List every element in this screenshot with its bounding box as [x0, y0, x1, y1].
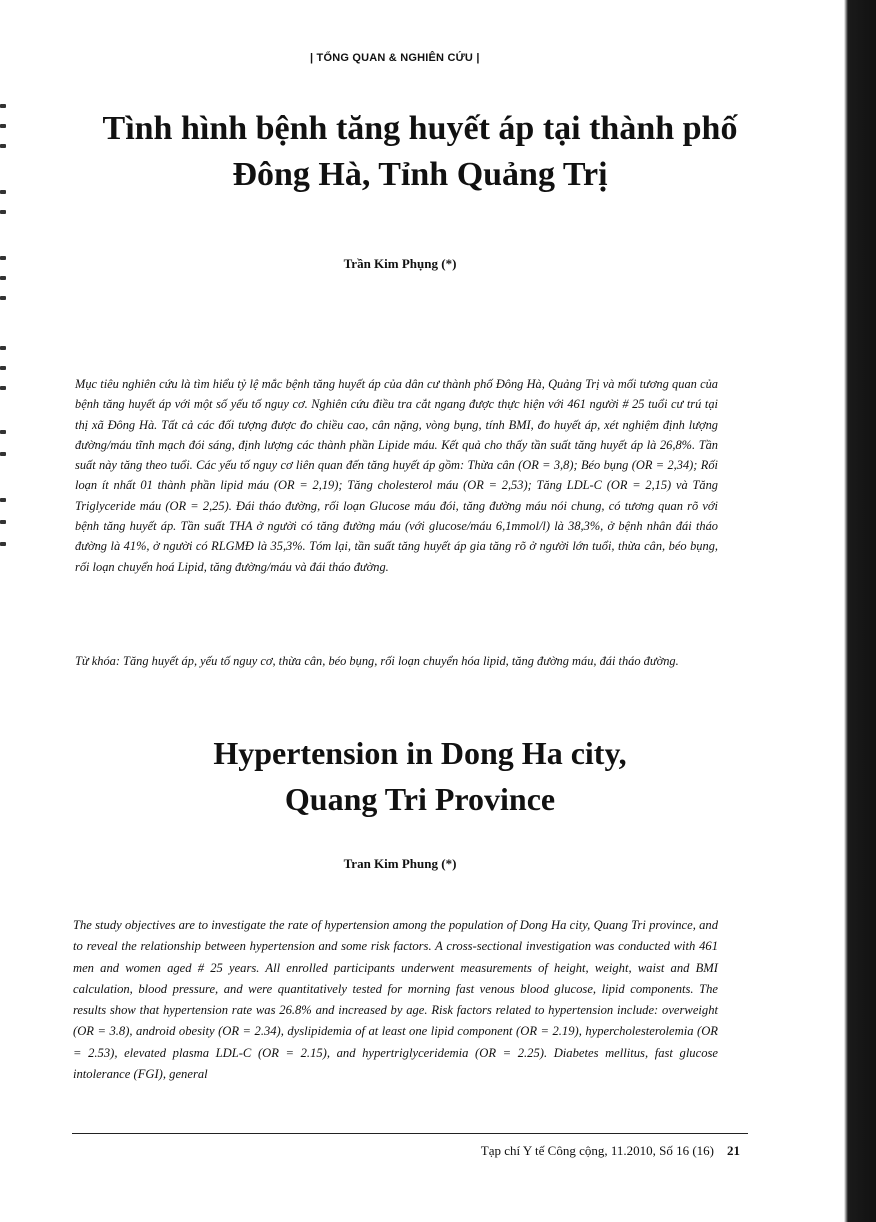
vietnamese-title-line-2: Đông Hà, Tỉnh Quảng Trị	[232, 156, 608, 193]
english-title-line-1: Hypertension in Dong Ha city,	[213, 735, 627, 771]
page-number: 21	[727, 1143, 740, 1158]
english-title-line-2: Quang Tri Province	[284, 781, 556, 817]
section-tag: | TỔNG QUAN & NGHIÊN CỨU |	[310, 52, 480, 64]
english-author: Tran Kim Phung (*)	[343, 856, 457, 871]
journal-citation: Tạp chí Y tế Công cộng, 11.2010, Số 16 (16)	[480, 1143, 714, 1158]
vietnamese-author: Trần Kim Phụng (*)	[343, 256, 457, 271]
left-margin-marks	[0, 90, 14, 1190]
vietnamese-keywords: Từ khóa: Tăng huyết áp, yếu tố nguy cơ, thừa cân, béo bụng, rối loạn chuyển hóa lipid, tăng đường máu, đái tháo đường.	[75, 654, 679, 668]
footer-divider	[72, 1133, 748, 1134]
vietnamese-title-line-1: Tình hình bệnh tăng huyết áp tại thành phố	[102, 110, 738, 147]
vietnamese-title	[60, 106, 780, 198]
english-abstract: The study objectives are to investigate the rate of hypertension among the population of Dong Ha city, Quang Tri province, and to reveal the relationship between hypertension and some risk factors. A cross-sectional investigation was conducted with 461 men and women aged # 25 years. All enrolled participants underwent measurements of height, weight, waist and BMI calculation, blood pressure, and were quantitatively tested for morning fast venous blood glucose, lipid components. The results show that hypertension rate was 26.8% and increased by age. Risk factors related to hypertension include: overweight (OR = 3.8), android obesity (OR = 2.34), dyslipidemia of at least one lipid component (OR = 2.19), hypercholesterolemia (OR = 2.53), elevated plasma LDL-C (OR = 2.15), and hypertriglyceridemia (OR = 2.25). Diabetes mellitus, fast glucose intolerance (FGI), general	[73, 918, 718, 1082]
english-title	[60, 730, 780, 822]
footer	[400, 1143, 740, 1159]
vietnamese-abstract: Mục tiêu nghiên cứu là tìm hiểu tỷ lệ mắc bệnh tăng huyết áp của dân cư thành phố Đông Hà, Quảng Trị và mối tương quan của bệnh tăng huyết áp với một số yếu tố nguy cơ. Nghiên cứu điều tra cắt ngang được thực hiện với 461 người # 25 tuổi cư trú tại thị xã Đông Hà. Tất cả các đối tượng được đo chiều cao, cân nặng, vòng bụng, tính BMI, đo huyết áp, xét nghiệm định lượng đường/máu tĩnh mạch đói sáng, định lượng các thành phần Lipide máu. Kết quả cho thấy tần suất tăng huyết áp là 26,8%. Tần suất này tăng theo tuổi. Các yếu tố nguy cơ liên quan đến tăng huyết áp gồm: Thừa cân (OR = 3,8); Béo bụng (OR = 2,34); Rối loạn ít nhất 01 thành phần lipid máu (OR = 2,19); Tăng cholesterol máu (OR = 2,53); Tăng LDL-C (OR = 2,15) và Tăng Triglyceride máu (OR = 2,25). Đái tháo đường, rối loạn Glucose máu đói, tăng đường máu nói chung, có tương quan rõ với bệnh tăng huyết áp. Tần suất THA ở người có tăng đường máu (với glucose/máu 6,1mmol/l) là 38,3%, ở bệnh nhân đái tháo đường là 41%, ở người có RLGMĐ là 35,3%. Tóm lại, tần suất tăng huyết áp gia tăng rõ ở người lớn tuổi, thừa cân, béo bụng, rối loạn chuyển hoá Lipid, tăng đường/máu và đái tháo đường.	[75, 377, 718, 574]
scan-edge-shadow	[826, 0, 876, 1222]
